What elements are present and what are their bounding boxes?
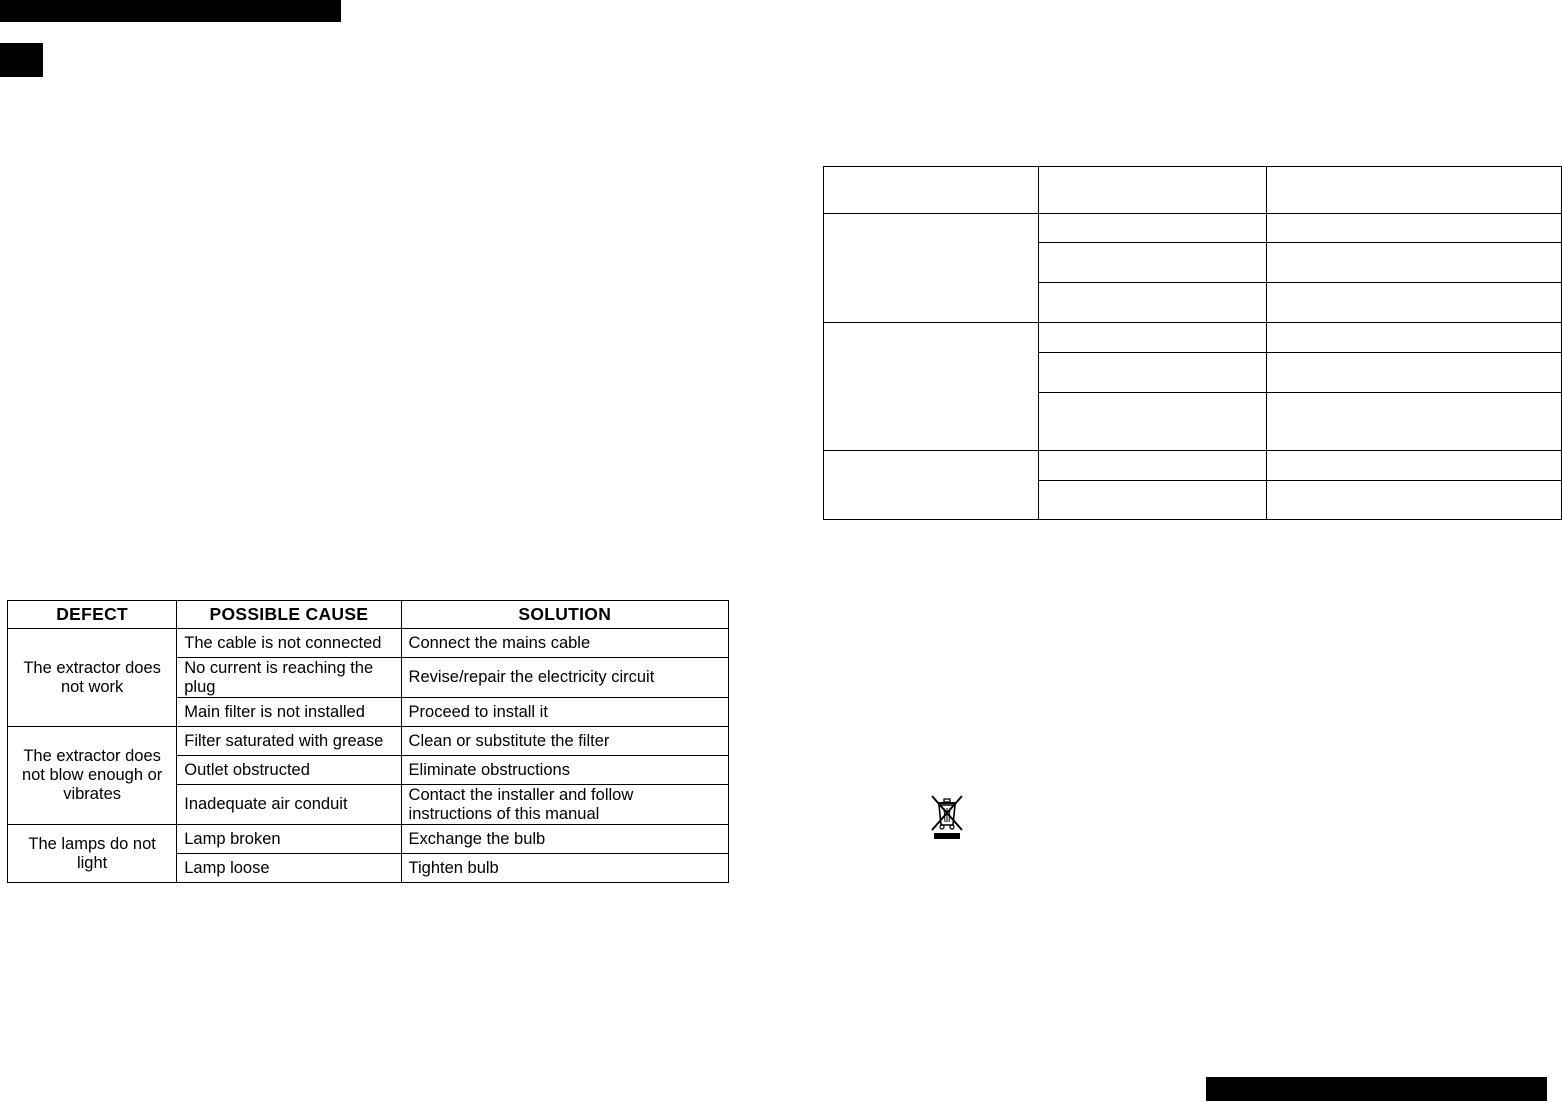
blank-cell xyxy=(1039,393,1266,451)
blank-header-row xyxy=(824,167,1562,214)
blank-row xyxy=(824,214,1562,243)
blank-cell xyxy=(824,167,1039,214)
blank-cell xyxy=(824,451,1039,520)
solution-cell: Clean or substitute the filter xyxy=(401,727,728,756)
footer-black-bar xyxy=(1206,1077,1547,1101)
blank-cell xyxy=(1039,451,1266,481)
solution-cell: Revise/repair the electricity circuit xyxy=(401,658,728,698)
table-header-row xyxy=(8,601,729,629)
defect-cell: The extractor does not blow enough or vibrates xyxy=(8,727,177,825)
blank-cell xyxy=(824,323,1039,451)
blank-cell xyxy=(1266,353,1561,393)
header-defect: DEFECT xyxy=(8,601,177,629)
blank-cell xyxy=(1266,243,1561,283)
blank-cell xyxy=(1039,243,1266,283)
blank-cell xyxy=(1266,283,1561,323)
header-solution: SOLUTION xyxy=(401,601,728,629)
blank-cell xyxy=(1039,353,1266,393)
solution-cell: Contact the installer and follow instructions of this manual xyxy=(401,785,728,825)
blank-cell xyxy=(1266,167,1561,214)
solution-cell: Eliminate obstructions xyxy=(401,756,728,785)
header-possible-cause: POSSIBLE CAUSE xyxy=(177,601,401,629)
blank-cell xyxy=(824,214,1039,323)
blank-cell xyxy=(1266,214,1561,243)
blank-cell xyxy=(1039,323,1266,353)
cause-cell: Outlet obstructed xyxy=(177,756,401,785)
blank-cell xyxy=(1039,214,1266,243)
solution-cell: Exchange the bulb xyxy=(401,825,728,854)
cause-cell: Inadequate air conduit xyxy=(177,785,401,825)
cause-cell: Main filter is not installed xyxy=(177,698,401,727)
crossed-out-wheelie-bin-icon xyxy=(929,794,965,840)
troubleshooting-table xyxy=(7,600,729,883)
blank-cell xyxy=(1039,481,1266,520)
table-row xyxy=(8,629,729,658)
blank-cell xyxy=(1266,451,1561,481)
blank-cell xyxy=(1266,481,1561,520)
cause-cell: Filter saturated with grease xyxy=(177,727,401,756)
table-row xyxy=(8,825,729,854)
solution-cell: Tighten bulb xyxy=(401,854,728,883)
blank-row xyxy=(824,451,1562,481)
empty-translation-table xyxy=(823,166,1562,520)
blank-cell xyxy=(1039,283,1266,323)
defect-cell: The lamps do not light xyxy=(8,825,177,883)
solution-cell: Proceed to install it xyxy=(401,698,728,727)
blank-row xyxy=(824,323,1562,353)
table-row xyxy=(8,727,729,756)
solution-cell: Connect the mains cable xyxy=(401,629,728,658)
cause-cell: The cable is not connected xyxy=(177,629,401,658)
header-black-bar xyxy=(0,0,341,22)
blank-cell xyxy=(1266,323,1561,353)
defect-cell: The extractor does not work xyxy=(8,629,177,727)
cause-cell: Lamp broken xyxy=(177,825,401,854)
cause-cell: Lamp loose xyxy=(177,854,401,883)
blank-cell xyxy=(1266,393,1561,451)
cause-cell: No current is reaching the plug xyxy=(177,658,401,698)
blank-cell xyxy=(1039,167,1266,214)
language-tab-block xyxy=(0,43,43,77)
